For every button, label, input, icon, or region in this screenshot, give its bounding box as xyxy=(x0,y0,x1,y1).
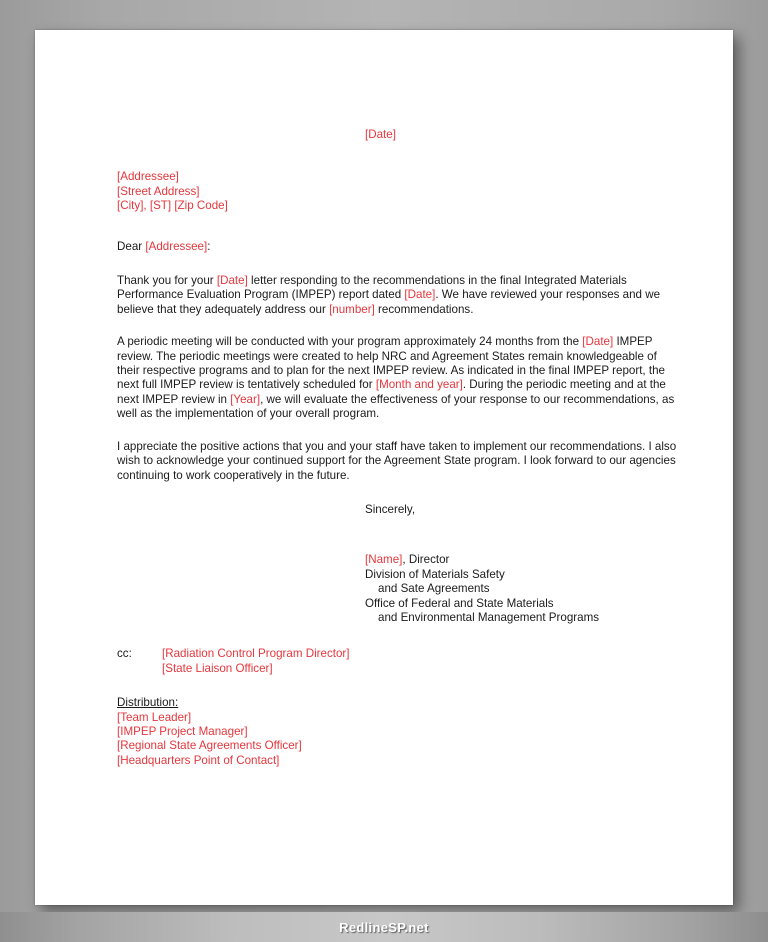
distribution-impep-project-manager-placeholder[interactable]: [IMPEP Project Manager] xyxy=(117,724,248,738)
signer-name-placeholder[interactable]: [Name] xyxy=(365,553,403,567)
cc-state-liaison-officer-placeholder[interactable]: [State Liaison Officer] xyxy=(162,661,273,675)
paragraph-1 xyxy=(117,274,677,317)
closing-line: Sincerely, xyxy=(365,502,416,516)
p1-number-placeholder[interactable]: [number] xyxy=(329,302,375,316)
paragraph-2 xyxy=(117,335,677,421)
watermark-footer-bar xyxy=(0,912,768,942)
page-content-area xyxy=(35,30,733,905)
p2-month-year-placeholder[interactable]: [Month and year] xyxy=(375,378,463,392)
cc-recipient-list xyxy=(162,647,350,676)
p1-seg-1: Thank you for your xyxy=(117,274,217,288)
addressee-line-name xyxy=(117,170,677,184)
p1-seg-3: . We have reviewed your responses and we believe that they adequately address our xyxy=(117,288,661,316)
p1-date-placeholder-1[interactable]: [Date] xyxy=(216,274,248,288)
p2-date-placeholder[interactable]: [Date] xyxy=(582,335,614,349)
street-address-placeholder[interactable]: [Street Address] xyxy=(117,184,200,198)
signature-org-line-4: and Environmental Management Programs xyxy=(378,610,600,624)
cc-recipient-item xyxy=(162,647,350,661)
signature-org-line-2: and Sate Agreements xyxy=(378,582,490,596)
signature-org-line-1: Division of Materials Safety xyxy=(365,567,505,581)
p1-seg-2: letter responding to the recommendations in the final Integrated Materials Performance Evaluation Program (IMPEP) report dated xyxy=(117,274,627,302)
addressee-block xyxy=(117,170,677,213)
salutation-line xyxy=(117,240,677,254)
signature-block xyxy=(117,553,677,625)
p1-seg-4: recommendations. xyxy=(374,302,474,316)
distribution-title: Distribution: xyxy=(117,696,179,710)
cc-recipient-item xyxy=(162,662,350,676)
city-state-zip-placeholder[interactable]: [City], [ST] [Zip Code] xyxy=(117,199,228,213)
salutation-punctuation: : xyxy=(207,239,211,253)
cc-radiation-control-director-placeholder[interactable]: [Radiation Control Program Director] xyxy=(162,647,350,661)
distribution-list-item xyxy=(117,711,677,725)
distribution-headquarters-point-of-contact-placeholder[interactable]: [Headquarters Point of Contact] xyxy=(117,753,280,767)
addressee-line-street xyxy=(117,185,677,199)
p2-year-placeholder[interactable]: [Year] xyxy=(230,392,261,406)
date-line xyxy=(117,128,677,142)
distribution-team-leader-placeholder[interactable]: [Team Leader] xyxy=(117,710,192,724)
p2-seg-4: , we will evaluate the effectiveness of your response to our recommendations, as well as the implementation of your overall program. xyxy=(117,392,675,421)
distribution-list-item xyxy=(117,739,677,753)
letter-body xyxy=(117,30,677,768)
watermark-label: RedlineSP.net xyxy=(339,919,429,935)
addressee-line-city xyxy=(117,199,677,213)
p3-seg-1: I appreciate the positive actions that you and your staff have taken to implement our recommendations. I also wish to acknowledge your continued support for the Agreement State program. I look forward to our agencies continuing to work cooperatively in the future. xyxy=(117,439,677,482)
distribution-list-item xyxy=(117,725,677,739)
p2-seg-1: A periodic meeting will be conducted with your program approximately 24 months from the xyxy=(117,335,583,349)
p1-date-placeholder-2[interactable]: [Date] xyxy=(404,288,436,302)
signature-name-line xyxy=(365,553,677,567)
distribution-block xyxy=(117,696,677,768)
salutation-greeting: Dear xyxy=(117,239,146,253)
signer-title: , Director xyxy=(402,553,450,567)
signature-org-line-3: Office of Federal and State Materials xyxy=(365,596,554,610)
p2-seg-3: . During the periodic meeting and at the next IMPEP review in xyxy=(117,378,666,406)
date-placeholder[interactable]: [Date] xyxy=(365,128,396,141)
document-page xyxy=(35,30,733,905)
cc-block xyxy=(117,647,677,676)
cc-label: cc: xyxy=(117,647,132,661)
distribution-list-item xyxy=(117,754,677,768)
paragraph-3 xyxy=(117,440,677,483)
salutation-addressee-placeholder[interactable]: [Addressee] xyxy=(145,239,208,253)
p2-seg-2: IMPEP review. The periodic meetings were created to help NRC and Agreement States remain knowledgeable of their respective programs and to plan for the next IMPEP review. As indicated in the final IMPEP report, the next full IMPEP review is tentatively scheduled for xyxy=(117,335,665,392)
distribution-regional-state-agreements-officer-placeholder[interactable]: [Regional State Agreements Officer] xyxy=(117,739,302,753)
addressee-placeholder[interactable]: [Addressee] xyxy=(117,170,179,184)
